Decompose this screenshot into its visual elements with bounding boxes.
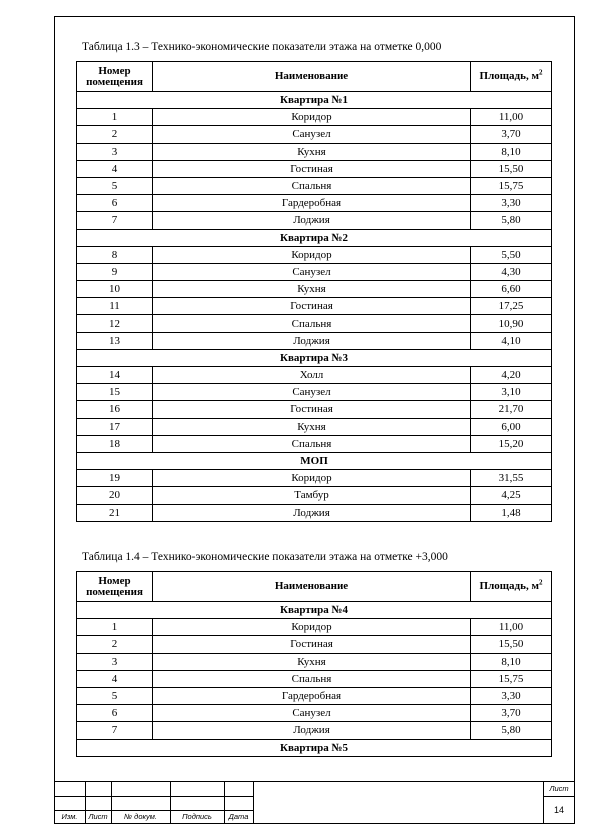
table-row xyxy=(77,687,552,704)
table-header-row xyxy=(77,572,552,602)
room-number: 6 xyxy=(77,705,153,722)
table-row xyxy=(77,126,552,143)
table-row xyxy=(77,109,552,126)
room-area: 4,20 xyxy=(471,367,552,384)
table-row xyxy=(77,435,552,452)
stamp-list: Лист xyxy=(88,812,108,821)
room-area: 21,70 xyxy=(471,401,552,418)
room-area: 3,70 xyxy=(471,705,552,722)
room-area: 5,80 xyxy=(471,212,552,229)
title-block xyxy=(54,781,575,824)
table-row xyxy=(77,722,552,739)
stamp-line xyxy=(543,796,575,797)
stamp-sheet-label: Лист xyxy=(549,784,569,793)
table-header-row xyxy=(77,62,552,92)
table-row xyxy=(77,246,552,263)
stamp-data: Дата xyxy=(228,812,249,821)
header-area xyxy=(471,62,552,92)
room-area: 5,80 xyxy=(471,722,552,739)
table1 xyxy=(76,61,552,522)
section-label: Квартира №5 xyxy=(77,739,552,756)
table-row xyxy=(77,195,552,212)
table2 xyxy=(76,571,552,757)
room-name: Гостиная xyxy=(153,401,471,418)
table-row xyxy=(77,263,552,280)
table1-caption: Таблица 1.3 – Технико-экономические показатели этажа на отметке 0,000 xyxy=(82,41,442,53)
room-name: Кухня xyxy=(153,418,471,435)
room-area: 15,75 xyxy=(471,177,552,194)
room-area: 6,00 xyxy=(471,418,552,435)
room-number: 5 xyxy=(77,687,153,704)
room-name: Коридор xyxy=(153,109,471,126)
room-name: Гостиная xyxy=(153,636,471,653)
section-label: Квартира №1 xyxy=(77,92,552,109)
table2-caption: Таблица 1.4 – Технико-экономические показатели этажа на отметке +3,000 xyxy=(82,551,448,563)
table-row xyxy=(77,298,552,315)
sheet-number: 14 xyxy=(553,805,564,815)
room-area: 1,48 xyxy=(471,504,552,521)
table-row xyxy=(77,143,552,160)
room-number: 1 xyxy=(77,619,153,636)
table-row xyxy=(77,705,552,722)
header-area-label: Площадь, м xyxy=(479,70,539,82)
room-area: 8,10 xyxy=(471,143,552,160)
table-row xyxy=(77,504,552,521)
section-row xyxy=(77,739,552,756)
room-name: Гардеробная xyxy=(153,195,471,212)
table-row xyxy=(77,160,552,177)
stamp-podpis: Подпись xyxy=(182,812,212,821)
room-number: 6 xyxy=(77,195,153,212)
room-number: 14 xyxy=(77,367,153,384)
room-area: 4,30 xyxy=(471,263,552,280)
room-name: Санузел xyxy=(153,705,471,722)
room-name: Коридор xyxy=(153,619,471,636)
room-area: 8,10 xyxy=(471,653,552,670)
room-number: 20 xyxy=(77,487,153,504)
room-name: Лоджия xyxy=(153,212,471,229)
room-number: 19 xyxy=(77,470,153,487)
room-area: 17,25 xyxy=(471,298,552,315)
stamp-ndok: № докум. xyxy=(123,812,158,821)
room-name: Гардеробная xyxy=(153,687,471,704)
room-area: 31,55 xyxy=(471,470,552,487)
room-area: 15,75 xyxy=(471,670,552,687)
room-area: 15,50 xyxy=(471,636,552,653)
room-number: 2 xyxy=(77,636,153,653)
header-room-number: Номер помещения xyxy=(77,572,153,602)
table-row xyxy=(77,281,552,298)
section-label: Квартира №2 xyxy=(77,229,552,246)
table-row xyxy=(77,636,552,653)
room-name: Гостиная xyxy=(153,160,471,177)
section-row xyxy=(77,602,552,619)
section-label: МОП xyxy=(77,452,552,469)
room-name: Лоджия xyxy=(153,722,471,739)
room-number: 12 xyxy=(77,315,153,332)
room-name: Спальня xyxy=(153,177,471,194)
table-row xyxy=(77,332,552,349)
room-number: 10 xyxy=(77,281,153,298)
room-number: 1 xyxy=(77,109,153,126)
room-area: 6,60 xyxy=(471,281,552,298)
room-name: Тамбур xyxy=(153,487,471,504)
room-number: 2 xyxy=(77,126,153,143)
table-row xyxy=(77,670,552,687)
room-area: 11,00 xyxy=(471,109,552,126)
room-number: 15 xyxy=(77,384,153,401)
table-row xyxy=(77,470,552,487)
room-number: 13 xyxy=(77,332,153,349)
room-name: Лоджия xyxy=(153,504,471,521)
header-room-number: Номер помещения xyxy=(77,62,153,92)
section-row xyxy=(77,229,552,246)
room-area: 4,25 xyxy=(471,487,552,504)
room-name: Лоджия xyxy=(153,332,471,349)
stamp-izm: Изм. xyxy=(61,812,78,821)
room-area: 15,50 xyxy=(471,160,552,177)
header-area xyxy=(471,572,552,602)
table-row xyxy=(77,367,552,384)
room-name: Спальня xyxy=(153,670,471,687)
header-area-label: Площадь, м xyxy=(479,580,539,592)
room-number: 9 xyxy=(77,263,153,280)
section-label: Квартира №3 xyxy=(77,349,552,366)
room-name: Кухня xyxy=(153,281,471,298)
room-name: Санузел xyxy=(153,384,471,401)
room-number: 17 xyxy=(77,418,153,435)
section-row xyxy=(77,92,552,109)
table-row xyxy=(77,418,552,435)
room-name: Гостиная xyxy=(153,298,471,315)
table-row xyxy=(77,177,552,194)
room-name: Спальня xyxy=(153,315,471,332)
header-area-sup: 2 xyxy=(538,68,543,77)
table-row xyxy=(77,384,552,401)
room-name: Кухня xyxy=(153,143,471,160)
room-area: 3,70 xyxy=(471,126,552,143)
table-row xyxy=(77,653,552,670)
room-number: 11 xyxy=(77,298,153,315)
room-number: 3 xyxy=(77,143,153,160)
room-number: 4 xyxy=(77,160,153,177)
room-name: Холл xyxy=(153,367,471,384)
stamp-line xyxy=(253,782,254,824)
room-number: 7 xyxy=(77,212,153,229)
room-area: 3,30 xyxy=(471,195,552,212)
stamp-line xyxy=(54,796,253,797)
table-row xyxy=(77,619,552,636)
stamp-line xyxy=(54,810,253,811)
room-number: 4 xyxy=(77,670,153,687)
room-name: Коридор xyxy=(153,470,471,487)
room-name: Санузел xyxy=(153,126,471,143)
room-area: 4,10 xyxy=(471,332,552,349)
section-row xyxy=(77,452,552,469)
section-row xyxy=(77,349,552,366)
header-name: Наименование xyxy=(153,572,471,602)
room-name: Коридор xyxy=(153,246,471,263)
room-number: 16 xyxy=(77,401,153,418)
table-row xyxy=(77,315,552,332)
room-name: Спальня xyxy=(153,435,471,452)
room-number: 18 xyxy=(77,435,153,452)
room-area: 3,10 xyxy=(471,384,552,401)
room-number: 8 xyxy=(77,246,153,263)
table-row xyxy=(77,487,552,504)
room-area: 11,00 xyxy=(471,619,552,636)
room-number: 7 xyxy=(77,722,153,739)
room-area: 15,20 xyxy=(471,435,552,452)
room-number: 5 xyxy=(77,177,153,194)
room-area: 5,50 xyxy=(471,246,552,263)
header-name: Наименование xyxy=(153,62,471,92)
room-number: 3 xyxy=(77,653,153,670)
room-number: 21 xyxy=(77,504,153,521)
room-area: 3,30 xyxy=(471,687,552,704)
section-label: Квартира №4 xyxy=(77,602,552,619)
room-area: 10,90 xyxy=(471,315,552,332)
table-row xyxy=(77,401,552,418)
header-area-sup: 2 xyxy=(538,578,543,587)
room-name: Санузел xyxy=(153,263,471,280)
table-row xyxy=(77,212,552,229)
room-name: Кухня xyxy=(153,653,471,670)
